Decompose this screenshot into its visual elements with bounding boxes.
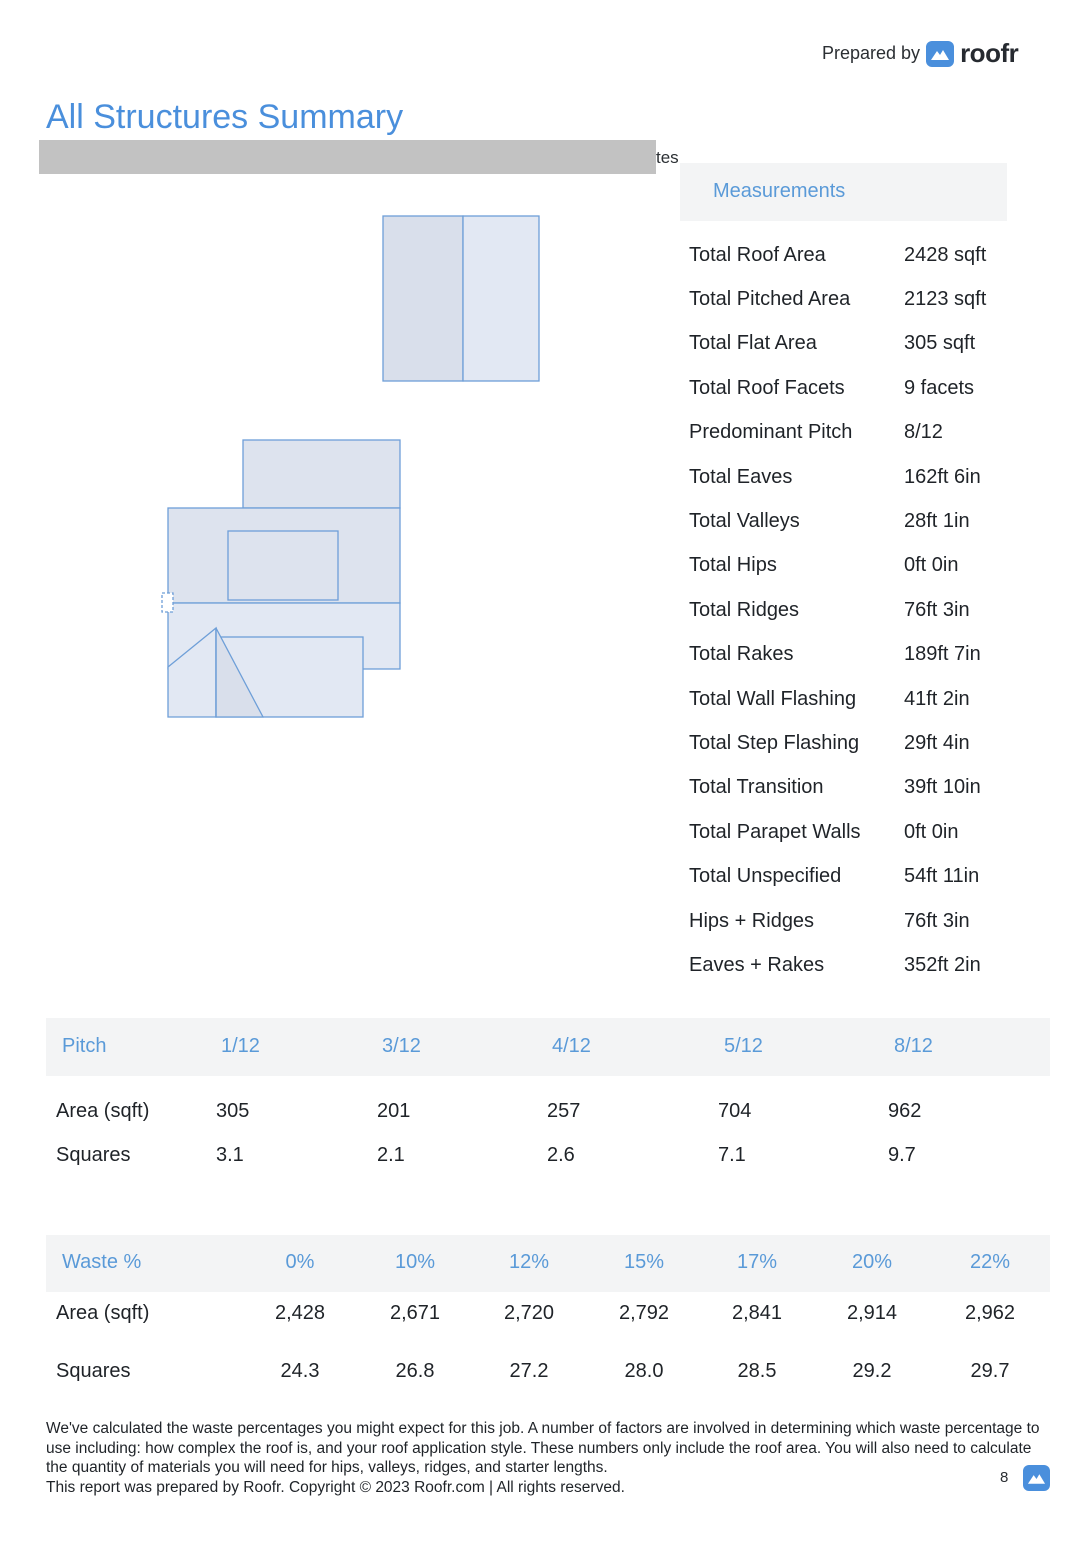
measurement-label: Hips + Ridges	[689, 909, 815, 932]
waste-cell: 2,792	[618, 1302, 670, 1324]
measurement-value: 76ft 3in	[904, 909, 970, 932]
pitch-column-header: 8/12	[894, 1035, 933, 1057]
copyright: This report was prepared by Roofr. Copyright © 2023 Roofr.com | All rights reserved.	[46, 1478, 625, 1496]
footer-note	[46, 1419, 1046, 1497]
pitch-header-label: Pitch	[62, 1035, 107, 1057]
page-title: All Structures Summary	[46, 98, 404, 136]
pitch-cell: 704	[718, 1100, 752, 1122]
measurement-value: 54ft 11in	[904, 865, 980, 888]
measurement-value: 2428 sqft	[904, 243, 987, 266]
waste-cell: 24.3	[280, 1360, 320, 1382]
measurement-label: Total Flat Area	[689, 332, 817, 355]
measurement-row	[689, 366, 1049, 410]
measurement-value: 0ft 0in	[904, 554, 959, 577]
measurement-row	[689, 810, 1049, 854]
measurement-row	[689, 677, 1049, 721]
measurement-label: Total Roof Facets	[689, 376, 845, 399]
pitch-column-header: 3/12	[382, 1035, 421, 1057]
measurement-label: Total Pitched Area	[689, 288, 851, 311]
waste-cell: 28.0	[624, 1360, 664, 1382]
measurement-label: Predominant Pitch	[689, 421, 853, 444]
waste-cell: 2,914	[846, 1302, 898, 1324]
redacted-address-tail: tes	[656, 148, 679, 167]
roofr-logo-icon	[926, 41, 954, 67]
measurement-row	[689, 411, 1049, 455]
measurement-row	[689, 233, 1049, 277]
roof-facet	[228, 531, 338, 600]
prepared-by-label: Prepared by	[822, 43, 921, 63]
measurement-value: 41ft 2in	[904, 687, 970, 710]
roof-marker	[162, 593, 173, 612]
measurement-label: Total Roof Area	[689, 243, 826, 266]
waste-cell: 26.8	[395, 1360, 435, 1382]
measurement-label: Total Transition	[689, 776, 824, 799]
measurement-value: 162ft 6in	[904, 465, 981, 488]
measurement-value: 352ft 2in	[904, 953, 981, 976]
pitch-cell: 7.1	[718, 1144, 746, 1166]
measurement-value: 0ft 0in	[904, 820, 959, 843]
pitch-cell: 257	[547, 1100, 581, 1122]
waste-column-header: 10%	[394, 1251, 436, 1273]
brand-name: roofr	[960, 38, 1019, 68]
waste-column-header: 20%	[851, 1251, 893, 1273]
measurement-label: Total Wall Flashing	[689, 687, 857, 710]
waste-cell: 2,428	[274, 1302, 326, 1324]
waste-column-header: 12%	[508, 1251, 550, 1273]
waste-cell: 2,962	[964, 1302, 1016, 1324]
measurement-row	[689, 277, 1049, 321]
measurement-row	[689, 854, 1049, 898]
pitch-column-header: 5/12	[724, 1035, 763, 1057]
pitch-cell: 3.1	[216, 1144, 244, 1166]
measurement-row	[689, 588, 1049, 632]
measurement-label: Total Parapet Walls	[689, 820, 861, 843]
measurement-value: 2123 sqft	[904, 288, 987, 311]
measurement-label: Total Rakes	[689, 643, 794, 666]
waste-column-header: 22%	[969, 1251, 1011, 1273]
waste-cell: 29.2	[852, 1360, 892, 1382]
measurement-row	[689, 943, 1049, 987]
measurement-label: Total Valleys	[689, 510, 800, 533]
pitch-cell: 2.6	[547, 1144, 575, 1166]
measurement-row	[689, 455, 1049, 499]
measurement-row	[689, 499, 1049, 543]
pitch-column-header: 4/12	[552, 1035, 591, 1057]
pitch-cell: 9.7	[888, 1144, 916, 1166]
measurement-value: 305 sqft	[904, 332, 976, 355]
measurement-label: Total Unspecified	[689, 865, 842, 888]
measurement-row	[689, 544, 1049, 588]
roof-facet	[463, 216, 539, 381]
measurement-label: Total Eaves	[689, 465, 793, 488]
measurement-value: 28ft 1in	[904, 510, 970, 533]
measurement-value: 39ft 10in	[904, 776, 981, 799]
waste-explanation: We've calculated the waste percentages you might expect for this job. A number of factors are involved in determining which waste percentage to use including: how complex the roof is, and your roof application style. These numbers only include the roof area. You will also need to calculate the quantity of materials you will need for hips, valleys, ridges, and starter lengths.	[46, 1420, 1040, 1476]
roofr-logo-icon	[1023, 1465, 1050, 1491]
measurement-label: Total Ridges	[689, 598, 800, 621]
redacted-address	[39, 140, 656, 174]
prepared-by	[822, 38, 1018, 69]
waste-header-label: Waste %	[62, 1251, 142, 1273]
measurements-header	[680, 163, 1007, 221]
waste-column-header: 0%	[285, 1251, 315, 1273]
measurement-value: 76ft 3in	[904, 598, 970, 621]
page-number: 8	[1000, 1469, 1009, 1486]
waste-row-label: Area (sqft)	[56, 1302, 150, 1324]
roof-diagram	[150, 200, 550, 730]
measurement-label: Eaves + Rakes	[689, 953, 825, 976]
waste-column-header: 15%	[623, 1251, 665, 1273]
waste-cell: 2,720	[503, 1302, 555, 1324]
measurement-row	[689, 766, 1049, 810]
measurement-label: Total Hips	[689, 554, 777, 577]
waste-cell: 27.2	[509, 1360, 549, 1382]
waste-column-header: 17%	[736, 1251, 778, 1273]
measurement-row	[689, 633, 1049, 677]
measurement-value: 29ft 4in	[904, 731, 970, 754]
measurement-value: 9 facets	[904, 376, 975, 399]
waste-cell: 29.7	[970, 1360, 1010, 1382]
waste-cell: 2,841	[731, 1302, 783, 1324]
pitch-cell: 962	[888, 1100, 922, 1122]
measurement-row	[689, 721, 1049, 765]
roof-facet	[383, 216, 463, 381]
waste-cell: 28.5	[737, 1360, 777, 1382]
measurement-value: 8/12	[904, 421, 943, 444]
pitch-cell: 2.1	[377, 1144, 405, 1166]
pitch-cell: 201	[377, 1100, 411, 1122]
waste-cell: 2,671	[389, 1302, 441, 1324]
pitch-row-label: Squares	[56, 1144, 131, 1166]
waste-row-label: Squares	[56, 1360, 131, 1382]
roof-facet	[243, 440, 400, 508]
measurements-list	[689, 233, 1049, 988]
measurement-label: Total Step Flashing	[689, 731, 860, 754]
pitch-row-label: Area (sqft)	[56, 1100, 150, 1122]
measurement-value: 189ft 7in	[904, 643, 981, 666]
pitch-column-header: 1/12	[221, 1035, 260, 1057]
pitch-cell: 305	[216, 1100, 250, 1122]
measurement-row	[689, 322, 1049, 366]
measurements-heading: Measurements	[713, 180, 846, 202]
measurement-row	[689, 899, 1049, 943]
